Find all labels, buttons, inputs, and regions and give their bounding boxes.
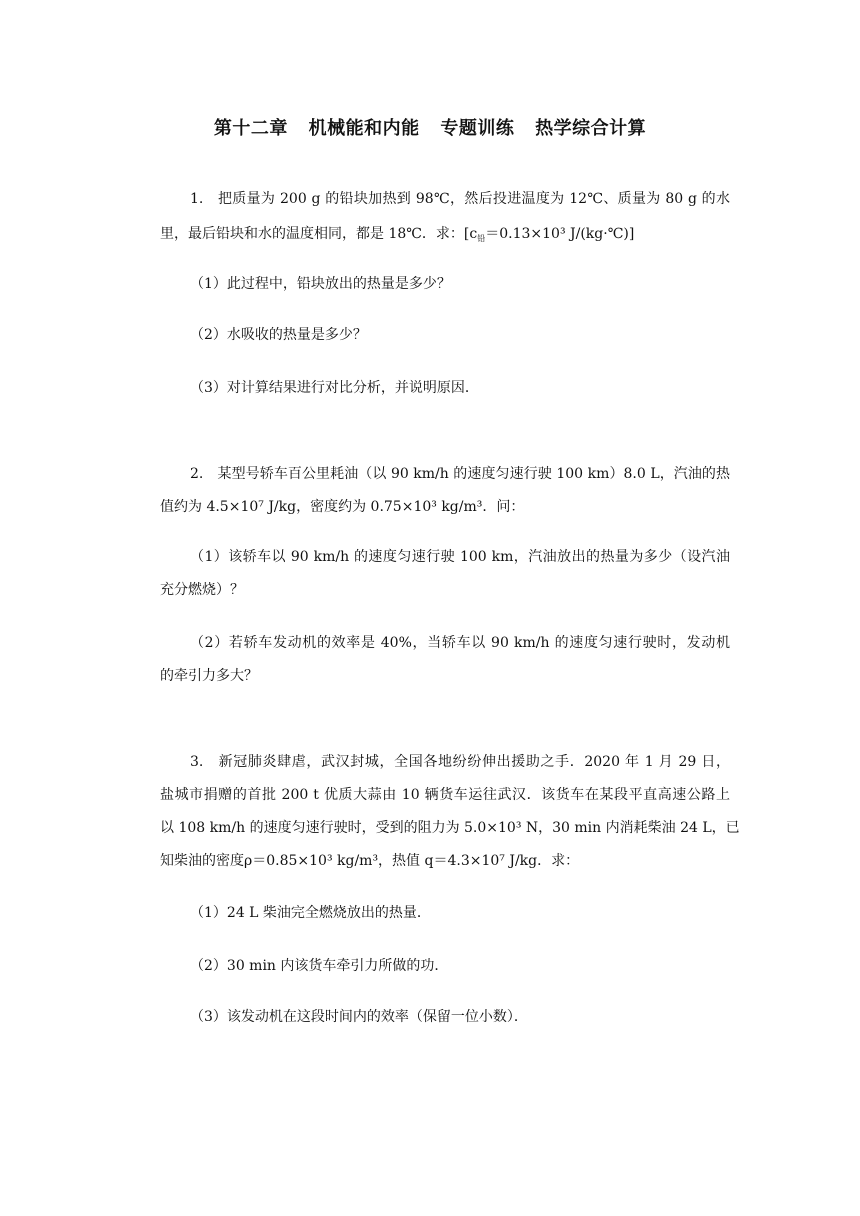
problem-1-question-3: （3）对计算结果进行对比分析，并说明原因． — [190, 380, 479, 396]
problem-3-line-3: 以 108 km/h 的速度匀速行驶时，受到的阻力为 5.0×10³ N，30 min 内消耗柴油 24 L，已 — [160, 820, 740, 836]
problem-1-question-2: （2）水吸收的热量是多少？ — [190, 327, 367, 343]
problem-1-line-2-formula: ＝0.13×10³ J/(kg·℃)] — [485, 226, 635, 242]
problem-2-line-2: 值约为 4.5×10⁷ J/kg，密度约为 0.75×10³ kg/m³．问： — [160, 499, 525, 515]
problem-3-question-1: （1）24 L 柴油完全燃烧放出的热量． — [190, 905, 431, 921]
problem-3-line-1: 3. 新冠肺炎肆虐，武汉封城，全国各地纷纷伸出援助之手．2020 年 1 月 29 日， — [190, 754, 730, 770]
problem-3-line-2: 盐城市捐赠的首批 200 t 优质大蒜由 10 辆货车运往武汉．该货车在某段平直高速公路上 — [160, 787, 730, 803]
title-training: 专题训练 — [440, 118, 515, 139]
problem-2-question-2b: 的牵引力多大？ — [160, 668, 258, 684]
problem-3-question-2: （2）30 min 内该货车牵引力所做的功． — [190, 958, 449, 974]
problem-1-line-2-text: 里，最后铅块和水的温度相同，都是 18℃．求：[c — [160, 226, 478, 242]
problem-1-line-2 — [160, 224, 730, 249]
problem-3-question-3: （3）该发动机在这段时间内的效率（保留一位小数）． — [190, 1009, 528, 1025]
problem-2-line-1: 2. 某型号轿车百公里耗油（以 90 km/h 的速度匀速行驶 100 km）8.0 L，汽油的热 — [190, 466, 730, 482]
problem-3-line-4: 知柴油的密度ρ＝0.85×10³ kg/m³，热值 q＝4.3×10⁷ J/kg．求： — [160, 853, 580, 869]
title-chapter: 第十二章 — [213, 118, 288, 139]
lead-subscript: 铅 — [477, 234, 486, 243]
problem-2-question-2a: （2）若轿车发动机的效率是 40%，当轿车以 90 km/h 的速度匀速行驶时，发动机 — [190, 635, 730, 651]
problem-1-question-1: （1）此过程中，铅块放出的热量是多少？ — [190, 276, 451, 292]
problem-1-line-1: 1. 把质量为 200 g 的铅块加热到 98℃，然后投进温度为 12℃、质量为 80 g 的水 — [190, 191, 730, 207]
problem-2-question-1b: 充分燃烧）？ — [160, 582, 244, 598]
problem-2-question-1a: （1）该轿车以 90 km/h 的速度匀速行驶 100 km，汽油放出的热量为多少（设汽油 — [190, 549, 730, 565]
title-subject: 热学综合计算 — [535, 118, 647, 139]
title-topic: 机械能和内能 — [308, 118, 420, 139]
page-title — [0, 114, 860, 140]
